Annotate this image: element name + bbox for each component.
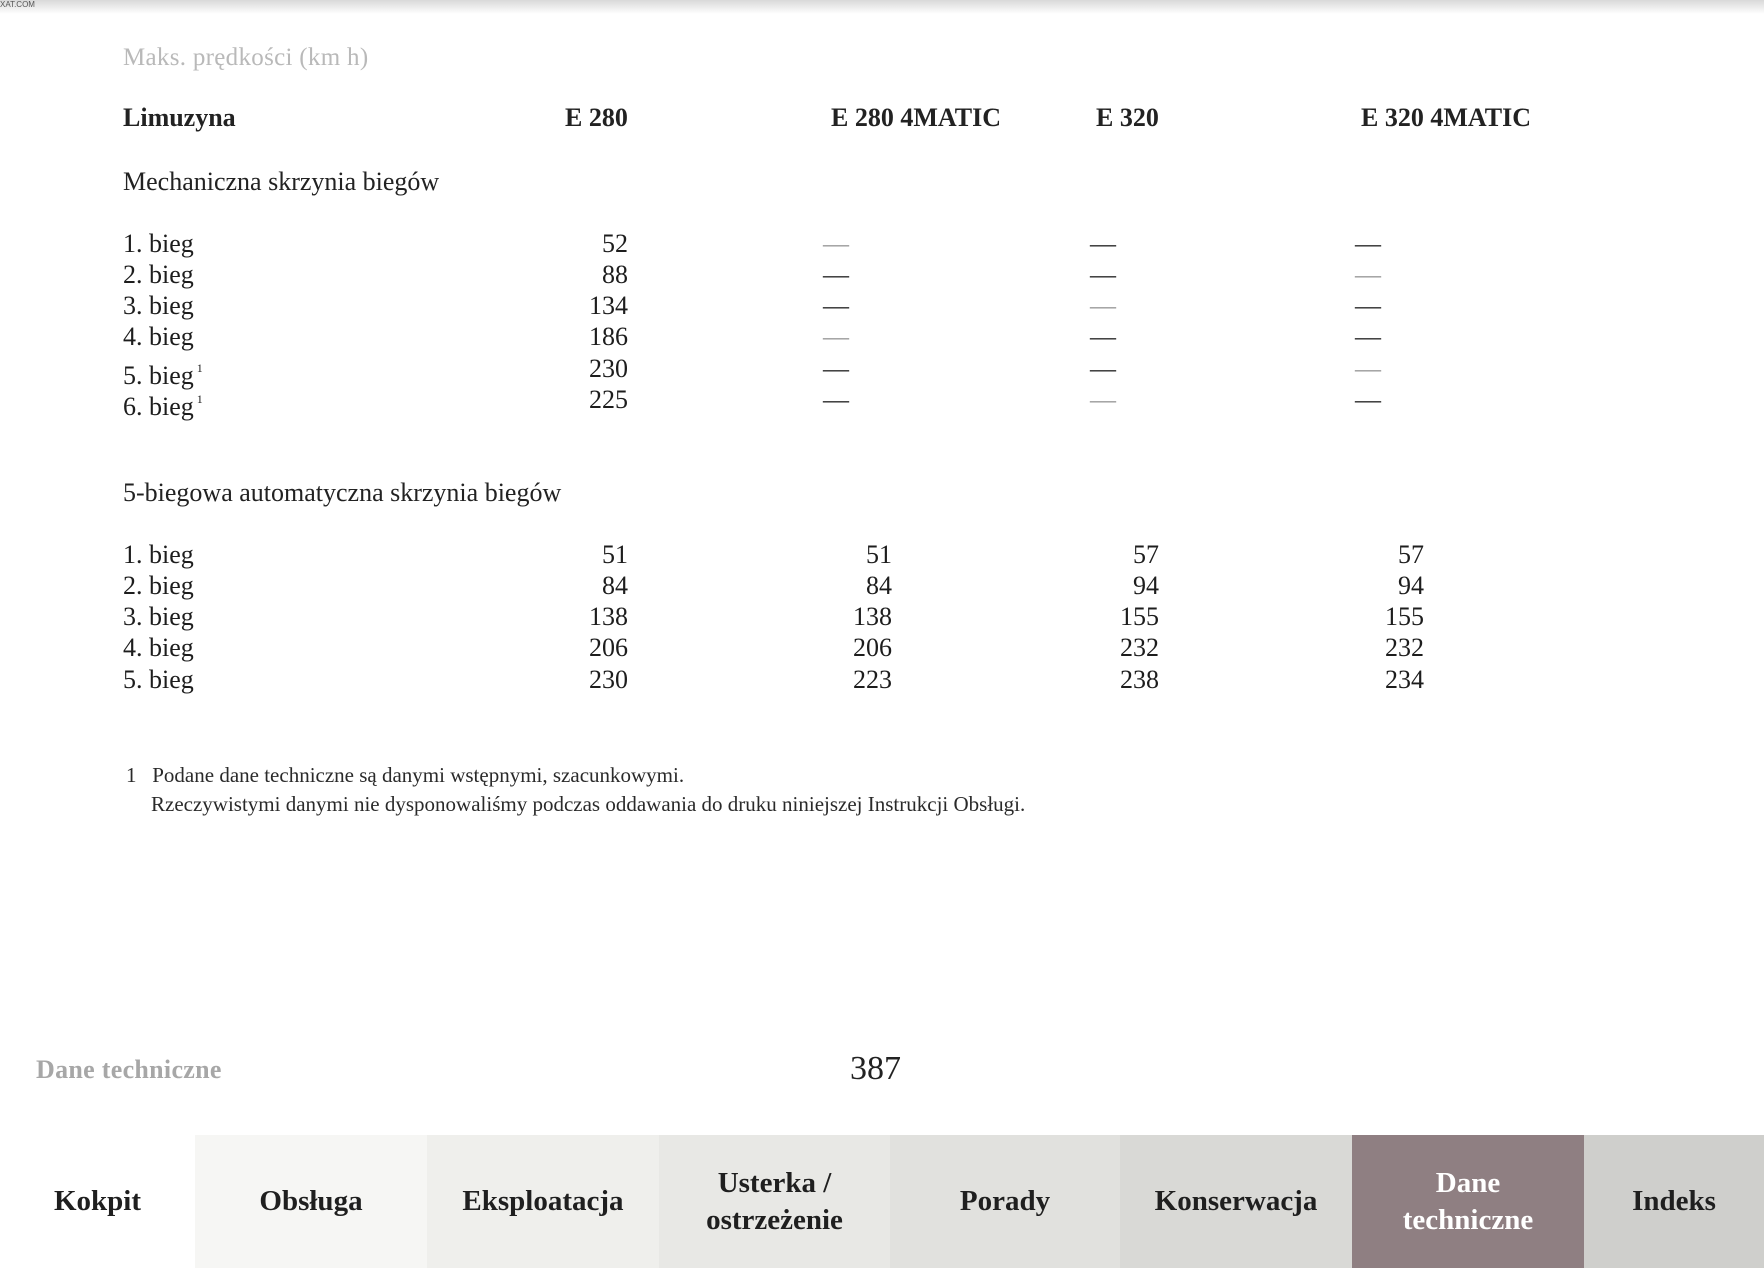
speed-value: 88 (602, 260, 628, 289)
footnote-line-2: Rzeczywistymi danymi nie dysponowaliśmy podczas oddawania do druku niniejszej Instrukcji Obsługi. (151, 792, 1026, 816)
table-row (0, 384, 1764, 421)
speed-value: 94 (1133, 571, 1159, 600)
gear-label-text: 1. bieg (123, 540, 194, 569)
column-header-e320: E 320 (1096, 103, 1159, 132)
tab-label: Konserwacja (1154, 1185, 1318, 1217)
table-row (0, 632, 1764, 663)
table-row (0, 570, 1764, 601)
watermark: XAT.COM (0, 0, 35, 9)
gear-label-text: 4. bieg (123, 633, 194, 662)
column-header-e280-4matic: E 280 4MATIC (831, 103, 1001, 132)
gear-label-text: 6. bieg (123, 392, 194, 421)
gear-label-text: 5. bieg (123, 361, 194, 390)
gear-label (123, 228, 194, 259)
gear-label (123, 570, 194, 601)
page-heading: Maks. prędkości (km h) (123, 44, 369, 71)
tab-label: Obsługa (259, 1185, 363, 1217)
speed-value: 51 (602, 540, 628, 569)
table-row (0, 290, 1764, 321)
speed-value: — (1355, 260, 1381, 289)
gear-label-text: 3. bieg (123, 602, 194, 631)
speed-value: — (1090, 229, 1116, 258)
speed-value: 94 (1398, 571, 1424, 600)
gear-label-text: 3. bieg (123, 291, 194, 320)
tab-konserwacja[interactable] (1120, 1135, 1352, 1268)
table-row (0, 321, 1764, 352)
gear-label (123, 601, 194, 632)
page-number: 387 (850, 1050, 901, 1087)
speed-value: 51 (866, 540, 892, 569)
tab-kokpit[interactable] (0, 1135, 195, 1268)
speed-value: 238 (1120, 665, 1159, 694)
speed-value: — (823, 354, 849, 383)
speed-value: — (823, 229, 849, 258)
tab-label: Usterka / ostrzeżenie (706, 1166, 843, 1236)
speed-value: 138 (853, 602, 892, 631)
footnote-text-1: Podane dane techniczne są danymi wstępnymi, szacunkowymi. (152, 763, 685, 787)
gear-label (123, 664, 194, 695)
speed-value: 225 (589, 385, 628, 414)
footer-section-label: Dane techniczne (36, 1055, 222, 1084)
speed-value: 138 (589, 602, 628, 631)
tab-obsluga[interactable] (195, 1135, 427, 1268)
speed-value: 223 (853, 665, 892, 694)
gear-label-text: 5. bieg (123, 665, 194, 694)
gear-label-text: 2. bieg (123, 571, 194, 600)
gear-label (123, 539, 194, 570)
table-row (0, 228, 1764, 259)
tab-eksploatacja[interactable] (427, 1135, 659, 1268)
speed-value: — (823, 260, 849, 289)
tab-label: Kokpit (53, 1185, 142, 1217)
tab-label: Porady (959, 1185, 1051, 1217)
speed-value: 234 (1385, 665, 1424, 694)
speed-value: — (1090, 322, 1116, 351)
gear-label-text: 1. bieg (123, 229, 194, 258)
footnote-line-1 (126, 763, 684, 788)
table-row (0, 259, 1764, 290)
speed-value: 206 (853, 633, 892, 662)
table-label-header: Limuzyna (123, 103, 236, 132)
column-header-e320-4matic: E 320 4MATIC (1361, 103, 1531, 132)
speed-value: 232 (1385, 633, 1424, 662)
speed-value: — (1090, 291, 1116, 320)
tab-label: Eksploatacja (462, 1185, 624, 1217)
table-row (0, 664, 1764, 695)
speed-value: 155 (1120, 602, 1159, 631)
speed-value: 186 (589, 322, 628, 351)
tab-dane-techniczne[interactable] (1352, 1135, 1584, 1268)
footnote-reference: 1 (196, 361, 203, 375)
speed-value: 52 (602, 229, 628, 258)
section-tab-bar (0, 1135, 1764, 1268)
speed-value: — (1355, 229, 1381, 258)
speed-value: 230 (589, 665, 628, 694)
tab-label: Indeks (1632, 1185, 1716, 1217)
tab-indeks[interactable] (1584, 1135, 1764, 1268)
speed-value: — (823, 322, 849, 351)
speed-value: 206 (589, 633, 628, 662)
gear-label (123, 384, 203, 422)
speed-value: 134 (589, 291, 628, 320)
speed-value: 155 (1385, 602, 1424, 631)
gear-label (123, 632, 194, 663)
tab-label: Dane techniczne (1402, 1166, 1534, 1236)
speed-value: 230 (589, 354, 628, 383)
speed-value: 57 (1398, 540, 1424, 569)
speed-value: — (1355, 385, 1381, 414)
gear-label-text: 2. bieg (123, 260, 194, 289)
tab-usterka-ostrzezenie[interactable] (659, 1135, 890, 1268)
speed-value: 232 (1120, 633, 1159, 662)
speed-value: — (823, 291, 849, 320)
speed-value: 84 (602, 571, 628, 600)
footnote-reference: 1 (196, 392, 203, 406)
speed-value: — (1090, 354, 1116, 383)
manual-gearbox-title: Mechaniczna skrzynia biegów (123, 167, 440, 196)
speed-value: 57 (1133, 540, 1159, 569)
gear-label (123, 259, 194, 290)
gear-label-text: 4. bieg (123, 322, 194, 351)
tab-porady[interactable] (890, 1135, 1120, 1268)
gear-label (123, 290, 194, 321)
speed-value: — (1355, 354, 1381, 383)
speed-value: — (1090, 385, 1116, 414)
footnote-marker: 1 (126, 763, 137, 787)
automatic-gearbox-title: 5-biegowa automatyczna skrzynia biegów (123, 478, 562, 507)
speed-value: — (823, 385, 849, 414)
speed-value: — (1355, 322, 1381, 351)
gear-label (123, 321, 194, 352)
speed-value: — (1355, 291, 1381, 320)
speed-value: 84 (866, 571, 892, 600)
column-header-e280: E 280 (565, 103, 628, 132)
table-row (0, 539, 1764, 570)
table-row (0, 353, 1764, 390)
speed-value: — (1090, 260, 1116, 289)
page-top-shadow (0, 0, 1764, 14)
table-row (0, 601, 1764, 632)
